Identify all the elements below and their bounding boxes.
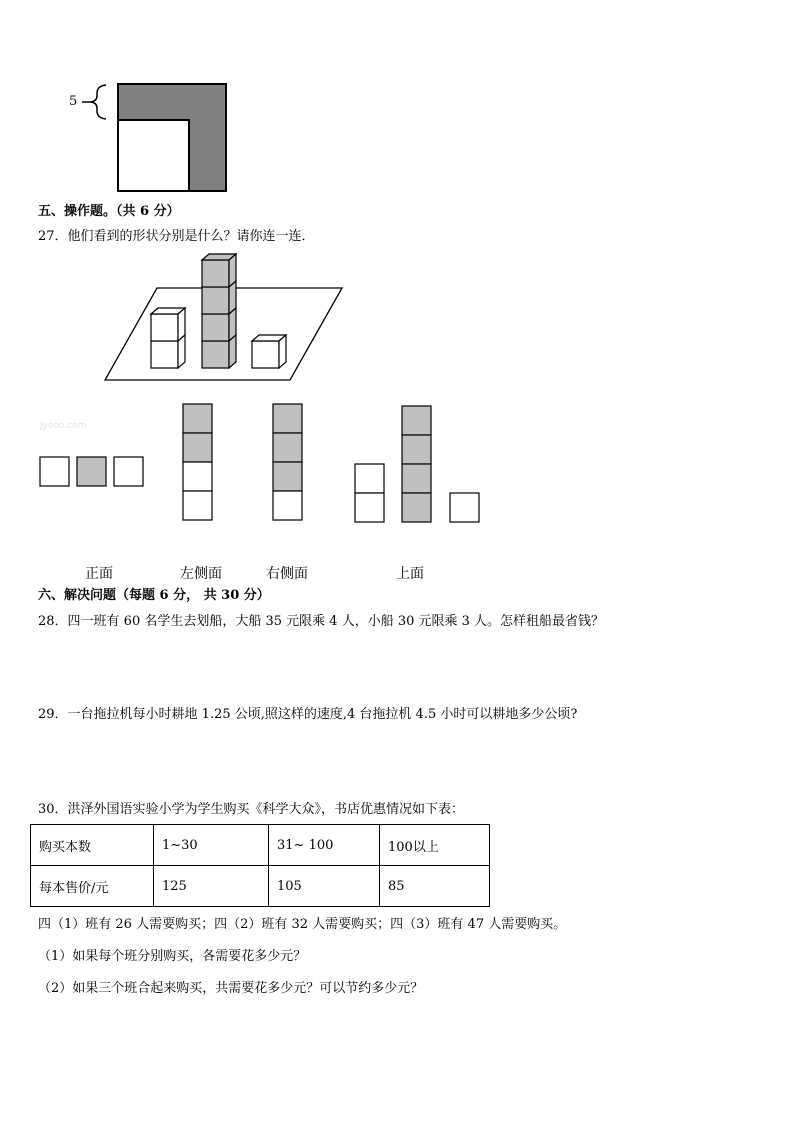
view-right	[273, 404, 302, 520]
question-27: 27．他们看到的形状分别是什么？请你连一连．	[38, 229, 315, 244]
table-cell: 105	[269, 866, 380, 907]
middle-stack	[202, 254, 236, 368]
watermark: Jyeoo.com	[40, 421, 87, 431]
table-cell: 100以上	[380, 825, 490, 866]
table-cell: 1~30	[154, 825, 269, 866]
table-row	[31, 825, 490, 866]
question-29: 29．一台拖拉机每小时耕地 1.25 公顷,照这样的速度,4 台拖拉机 4.5 小时可以耕地多少公顷?	[38, 707, 578, 722]
table-cell: 每本售价/元	[31, 866, 154, 907]
view-left	[183, 404, 212, 520]
label-left-side: 左侧面	[180, 566, 222, 582]
price-table	[30, 824, 490, 907]
cube-scene	[105, 254, 342, 380]
question-30-sub2: （2）如果三个班合起来购买，共需要花多少元？可以节约多少元？	[38, 981, 424, 996]
table-cell: 31~ 100	[269, 825, 380, 866]
question-28: 28．四一班有 60 名学生去划船，大船 35 元限乘 4 人，小船 30 元限乘 3 人。怎样租船最省钱？	[38, 614, 605, 629]
view-front	[40, 457, 143, 486]
label-top: 上面	[396, 566, 424, 582]
square-figure	[82, 84, 226, 191]
label-right-side: 右侧面	[266, 566, 308, 582]
left-stack	[151, 308, 185, 368]
inner-white-square	[118, 120, 189, 191]
view-top	[355, 406, 479, 522]
side-length-label: 5	[69, 94, 78, 109]
question-30-info: 四（1）班有 26 人需要购买；四（2）班有 32 人需要购买；四（3）班有 47 人需要购买。	[38, 917, 567, 932]
question-30: 30．洪泽外国语实验小学为学生购买《科学大众》，书店优惠情况如下表：	[38, 802, 465, 817]
section5-heading: 五、操作题。（共 6 分）	[38, 204, 180, 219]
table-row	[31, 866, 490, 907]
section6-heading: 六、解决问题（每题 6 分， 共 30 分）	[38, 588, 270, 603]
brace	[91, 85, 106, 119]
table-cell: 购买本数	[31, 825, 154, 866]
table-cell: 125	[154, 866, 269, 907]
question-30-sub1: （1）如果每个班分别购买，各需要花多少元？	[38, 949, 307, 964]
single-cube	[252, 335, 286, 368]
label-front: 正面	[85, 566, 113, 582]
table-cell: 85	[380, 866, 490, 907]
